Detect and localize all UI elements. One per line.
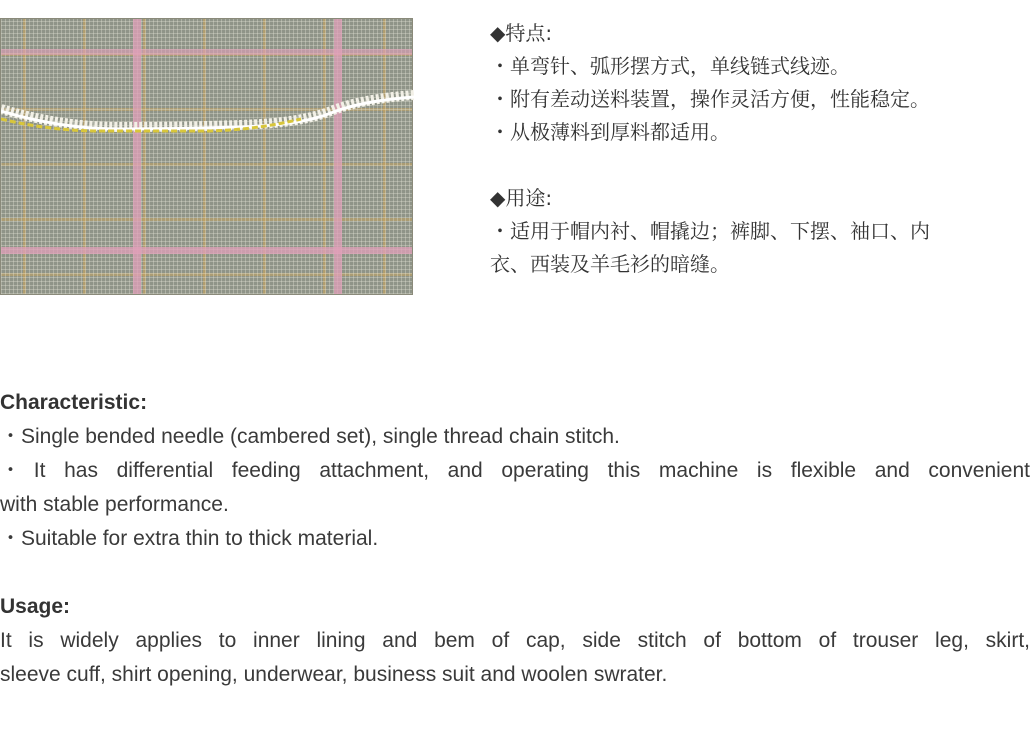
characteristic-item-continued: with stable performance. <box>0 493 229 516</box>
usage-text-cn: 衣、西装及羊毛衫的暗缝。 <box>490 252 730 276</box>
usage-heading: Usage: <box>0 595 71 618</box>
characteristic-heading: Characteristic: <box>0 391 148 414</box>
usage-heading-cn: ◆用途: <box>490 186 553 210</box>
characteristic-item: ・Single bended needle (cambered set), single thread chain stitch. <box>0 425 620 448</box>
usage-text: It is widely applies to inner lining and bem of cap, side stitch of bottom of trouser leg, skirt, <box>0 629 1030 652</box>
usage-text: sleeve cuff, shirt opening, underwear, business suit and woolen swrater. <box>0 663 668 686</box>
usage-text-cn: ・适用于帽内衬、帽撬边；裤脚、下摆、袖口、内 <box>490 219 930 243</box>
english-description <box>0 386 1030 692</box>
chinese-description <box>490 17 1036 281</box>
feature-item-cn: ・单弯针、弧形摆方式，单线链式线迹。 <box>490 54 850 78</box>
feature-item-cn: ・从极薄料到厚料都适用。 <box>490 120 730 144</box>
chain-stitch-illustration <box>1 19 414 296</box>
feature-item-cn: ・附有差动送料装置，操作灵活方便，性能稳定。 <box>490 87 930 111</box>
fabric-stitch-photo <box>0 18 413 295</box>
characteristic-item: ・It has differential feeding attachment, and operating this machine is flexible and convenient <box>0 459 1030 482</box>
characteristic-item: ・Suitable for extra thin to thick material. <box>0 527 379 550</box>
features-heading-cn: ◆特点: <box>490 21 553 45</box>
